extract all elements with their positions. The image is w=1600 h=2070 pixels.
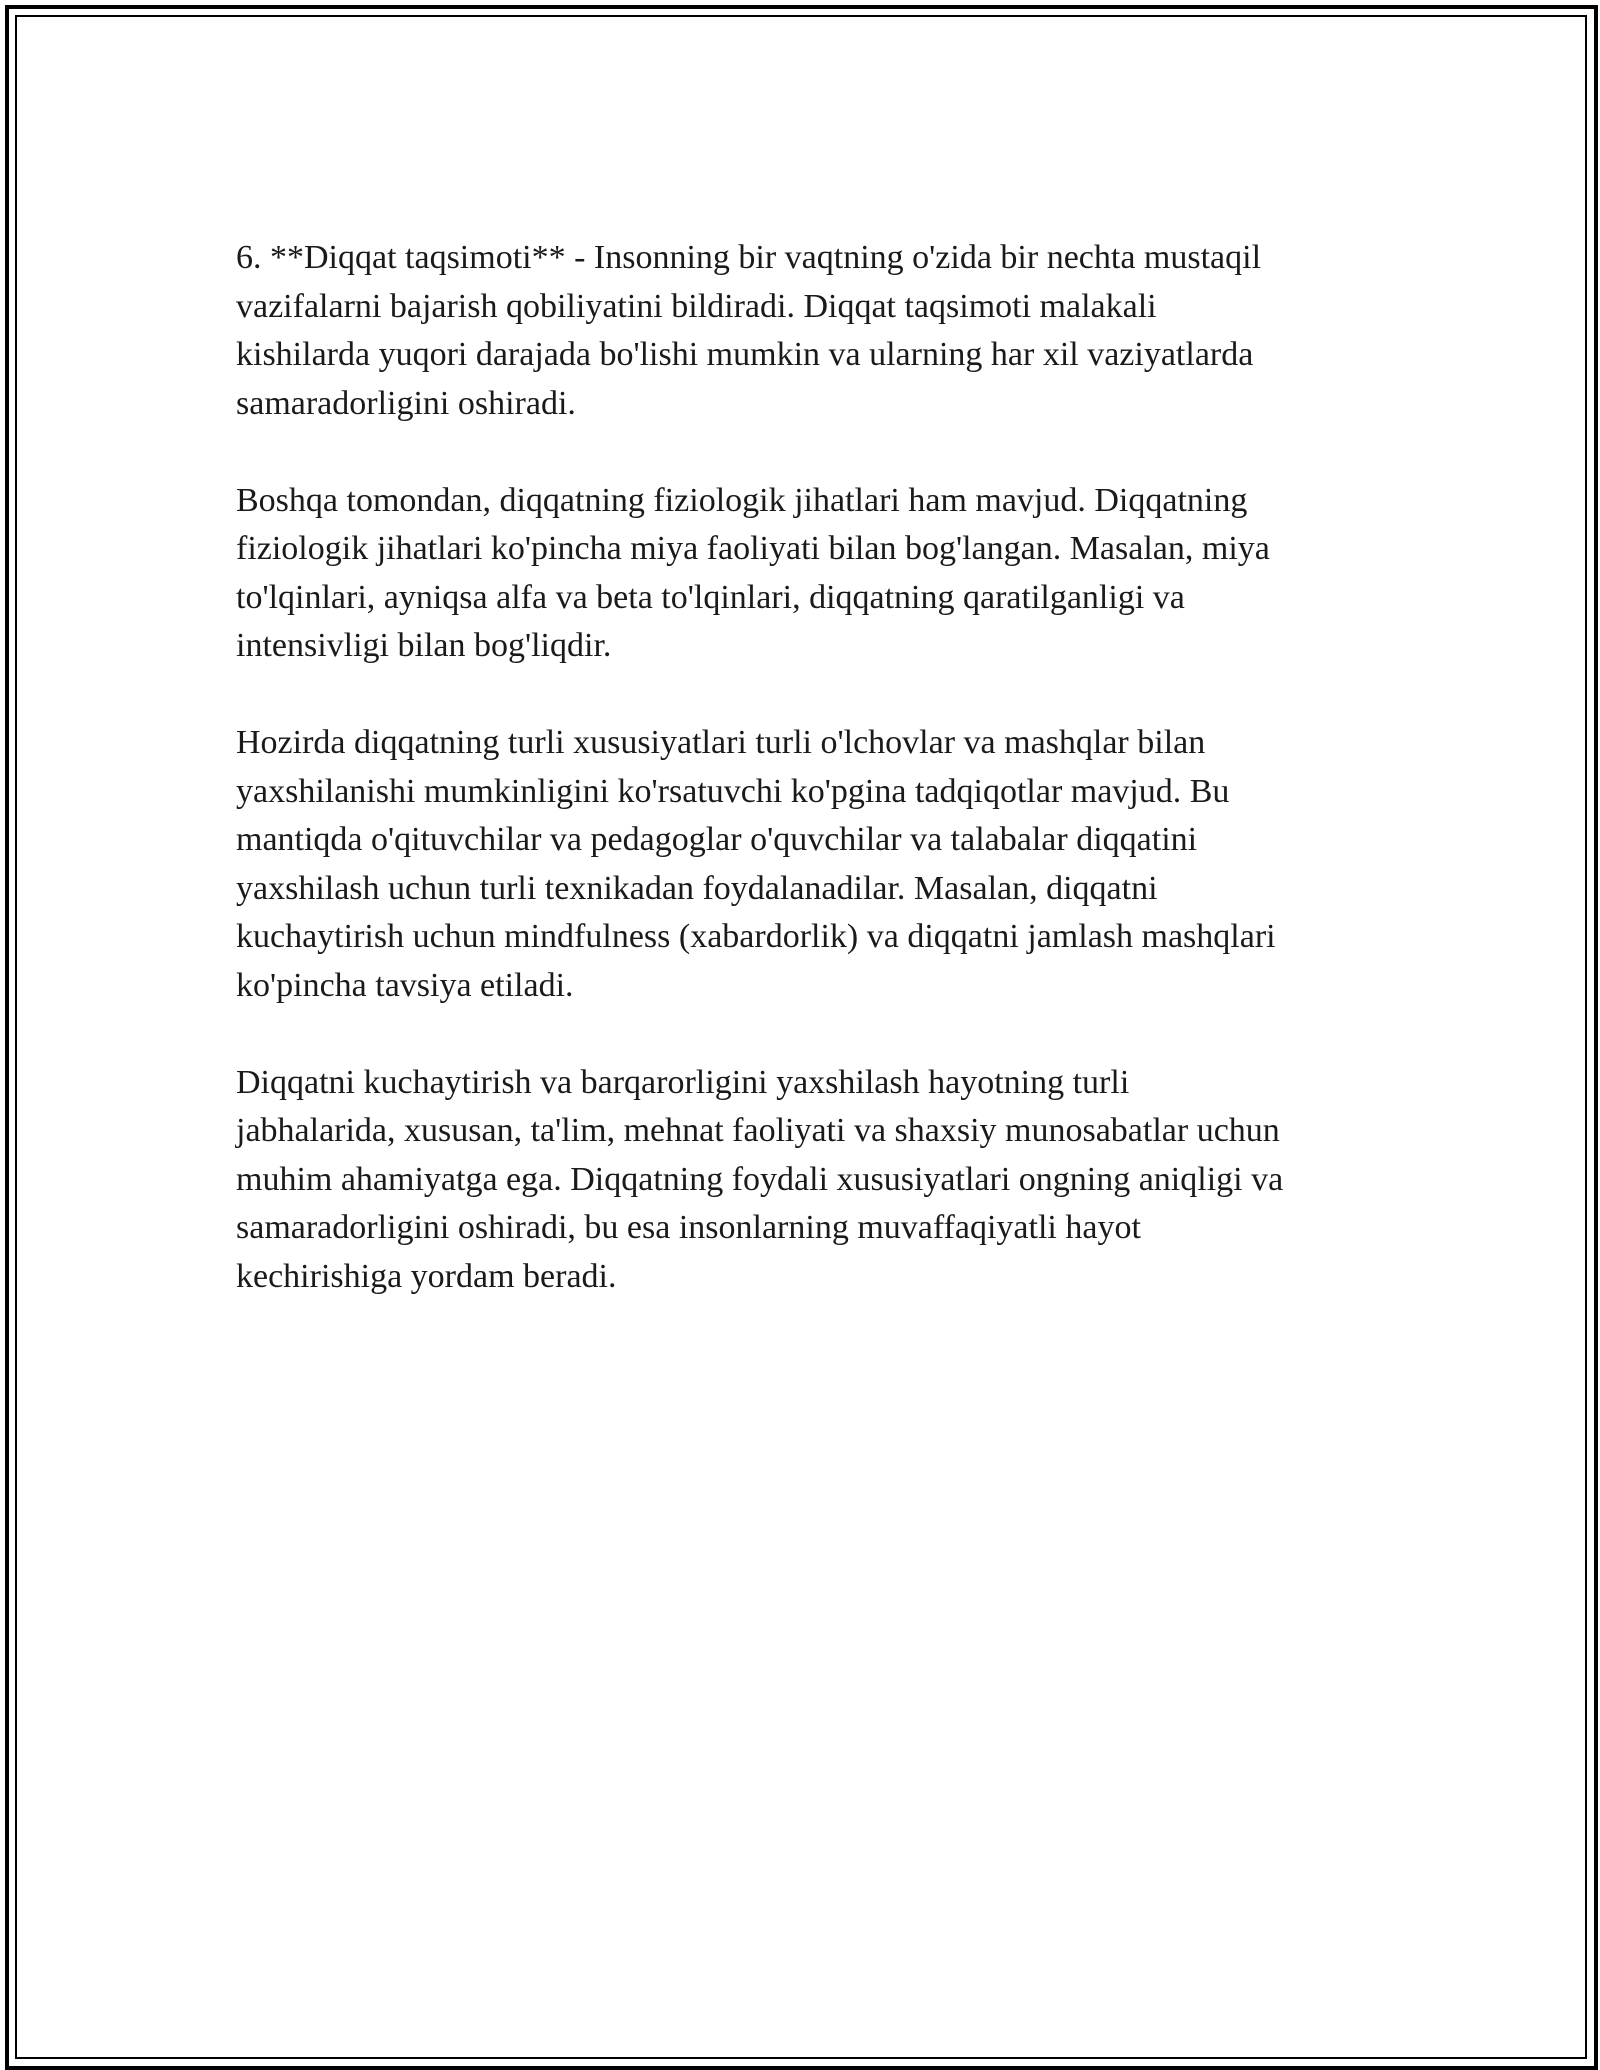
- document-body: [236, 234, 1376, 1350]
- paragraph-fiziologik-jihatlar: Boshqa tomondan, diqqatning fiziologik jihatlari ham mavjud. Diqqatning fiziologik jihatlari ko'pincha miya faoliyati bilan bog'langan. Masalan, miya to'lqinlari, ayniqsa alfa va beta to'lqinlari, diqqatning qaratilganligi va intensivligi bilan bog'liqdir.: [236, 481, 1270, 664]
- paragraph-xulosa: Diqqatni kuchaytirish va barqarorligini yaxshilash hayotning turli jabhalarida, xususan, ta'lim, mehnat faoliyati va shaxsiy munosabatlar uchun muhim ahamiyatga ega. Diqqatning foydali xususiyatlari ongning aniqligi va samaradorligini oshiradi, bu esa insonlarning muvaffaqiyatli hayot kechirishiga yordam beradi.: [236, 1063, 1284, 1295]
- paragraph-diqqat-taqsimoti: 6. **Diqqat taqsimoti** - Insonning bir vaqtning o'zida bir nechta mustaqil vazifalarni bajarish qobiliyatini bildiradi. Diqqat taqsimoti malakali kishilarda yuqori darajada bo'lishi mumkin va ularning har xil vaziyatlarda samaradorligini oshiradi.: [236, 239, 1262, 422]
- paragraph-tadqiqotlar: Hozirda diqqatning turli xususiyatlari turli o'lchovlar va mashqlar bilan yaxshilanishi mumkinligini ko'rsatuvchi ko'pgina tadqiqotlar mavjud. Bu mantiqda o'qituvchilar va pedagoglar o'quvchilar va talabalar diqqatini yaxshilash uchun turli texnikadan foydalanadilar. Masalan, diqqatni kuchaytirish uchun mindfulness (xabardorlik) va diqqatni jamlash mashqlari ko'pincha tavsiya etiladi.: [236, 724, 1276, 1004]
